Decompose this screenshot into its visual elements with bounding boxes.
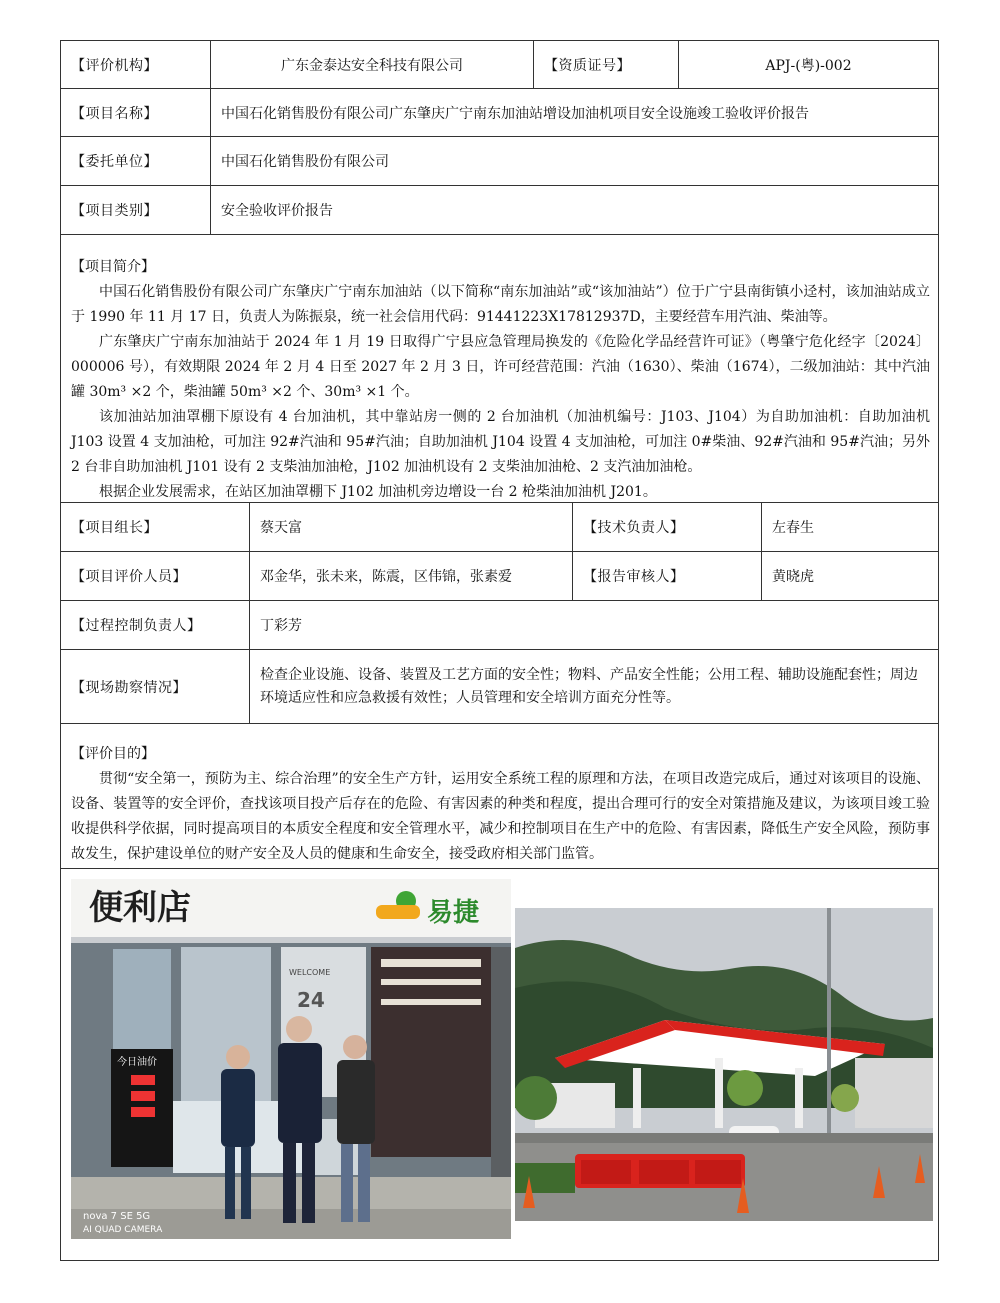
photo-gas-station xyxy=(515,908,933,1221)
process-label: 【过程控制负责人】 xyxy=(61,601,250,649)
intro-paragraph: 根据企业发展需求，在站区加油罩棚下 J102 加油机旁边增设一台 2 枪柴油加油机 J201。 xyxy=(99,484,657,500)
project-name-row xyxy=(61,89,938,137)
process-row xyxy=(61,601,938,650)
client-row xyxy=(61,137,938,186)
purpose-heading: 【评价目的】 xyxy=(71,746,155,762)
org-value: 广东金泰达安全科技有限公司 xyxy=(211,41,534,88)
reviewer-value: 黄晓虎 xyxy=(772,569,814,585)
leader-value: 蔡天富 xyxy=(250,503,573,551)
purpose-text: 贯彻“安全第一，预防为主、综合治理”的安全生产方针，运用安全系统工程的原理和方法，在项目改造完成后，通过对该项目的设施、设备、装置等的安全评价，查找该项目投产后存在的危险、有害因素的种类和程度，提出合理可行的安全对策措施及建议，为该项目竣工验收提供科学依据，同时提高项目的本质安全程度和安全管理水平，减少和控制项目在生产中的危险、有害因素，降低生产安全风险，预防事故发生，保护建设单位的财产安全及人员的健康和生命安全，接受政府相关部门监管。 xyxy=(71,771,930,862)
price-board-text: 今日油价 xyxy=(117,1057,157,1068)
members-label: 【项目评价人员】 xyxy=(61,552,250,600)
members-value: 邓金华，张未来，陈震，区伟锦，张素爱 xyxy=(250,552,573,600)
report-sheet xyxy=(60,40,939,1261)
intro-paragraph: 中国石化销售股份有限公司广东肇庆广宁南东加油站（以下简称“南东加油站”或“该加油站”）位于广宁县南街镇小迳村，该加油站成立于 1990 年 11 月 17 日，负责人为陈振泉，统一社会信用代码：91441223X17812937D，主要经营车用汽油、柴油等。 xyxy=(71,284,930,325)
survey-value: 检查企业设施、设备、装置及工艺方面的安全性；物料、产品安全性能；公用工程、辅助设施配套性；周边环境适应性和应急救援有效性；人员管理和安全培训方面充分性等。 xyxy=(260,666,918,706)
category-row xyxy=(61,186,938,235)
project-name-value: 中国石化销售股份有限公司广东肇庆广宁南东加油站增设加油机项目安全设施竣工验收评价报告 xyxy=(221,105,809,122)
hours-text: 24 xyxy=(297,988,325,1012)
survey-row xyxy=(61,650,938,724)
survey-label: 【现场勘察情况】 xyxy=(61,650,250,723)
leader-row xyxy=(61,503,938,552)
store-sign-text: 便利店 xyxy=(89,888,191,928)
project-name-label: 【项目名称】 xyxy=(61,89,211,136)
intro-heading: 【项目简介】 xyxy=(71,259,155,275)
brand-sign-text: 易捷 xyxy=(427,898,480,928)
members-row xyxy=(61,552,938,601)
photo-team-at-store xyxy=(71,879,511,1239)
welcome-text: WELCOME xyxy=(289,968,331,977)
leader-label: 【项目组长】 xyxy=(61,503,250,551)
intro-paragraph: 广东肇庆广宁南东加油站于 2024 年 1 月 19 日取得广宁县应急管理局换发的《危险化学品经营许可证》（粤肇宁危化经字〔2024〕000006 号），有效期限 2024 年 2 月 4 日至 2027 年 2 月 3 日，许可经营范围：汽油（1630）、柴油（1674），二级加油站：其中汽油罐 30m³ ×2 个，柴油罐 50m³ ×2 个、30m³ ×1 个。 xyxy=(71,334,930,400)
client-label: 【委托单位】 xyxy=(61,137,211,185)
tech-label: 【技术负责人】 xyxy=(573,503,762,551)
camera-watermark-line1: nova 7 SE 5G xyxy=(83,1211,151,1222)
tech-value: 左春生 xyxy=(772,520,814,536)
reviewer-label: 【报告审核人】 xyxy=(573,552,762,600)
cert-label: 【资质证号】 xyxy=(534,41,679,88)
process-value: 丁彩芳 xyxy=(260,618,302,634)
cert-value: APJ-(粤)-002 xyxy=(765,57,852,74)
client-value: 中国石化销售股份有限公司 xyxy=(221,154,389,170)
canopy-sinopec-text: 中国石化 xyxy=(715,1040,755,1051)
purpose-section xyxy=(61,724,938,869)
org-label: 【评价机构】 xyxy=(61,41,211,88)
org-row xyxy=(61,41,938,89)
category-label: 【项目类别】 xyxy=(61,186,211,234)
intro-section xyxy=(61,235,938,503)
camera-watermark-line2: AI QUAD CAMERA xyxy=(83,1225,163,1235)
intro-paragraph: 该加油站加油罩棚下原设有 4 台加油机，其中靠站房一侧的 2 台加油机（加油机编号：J103、J104）为自助加油机：自助加油机 J103 设置 4 支加油枪，可加注 92#汽油和 95#汽油；自助加油机 J104 设置 4 支加油枪，可加注 0#柴油、92#汽油和 95#汽油；另外 2 台非自助加油机 J101 设有 2 支柴油加油枪，J102 加油机设有 2 支柴油加油枪、2 支汽油加油枪。 xyxy=(71,409,930,475)
category-value: 安全验收评价报告 xyxy=(221,203,333,219)
